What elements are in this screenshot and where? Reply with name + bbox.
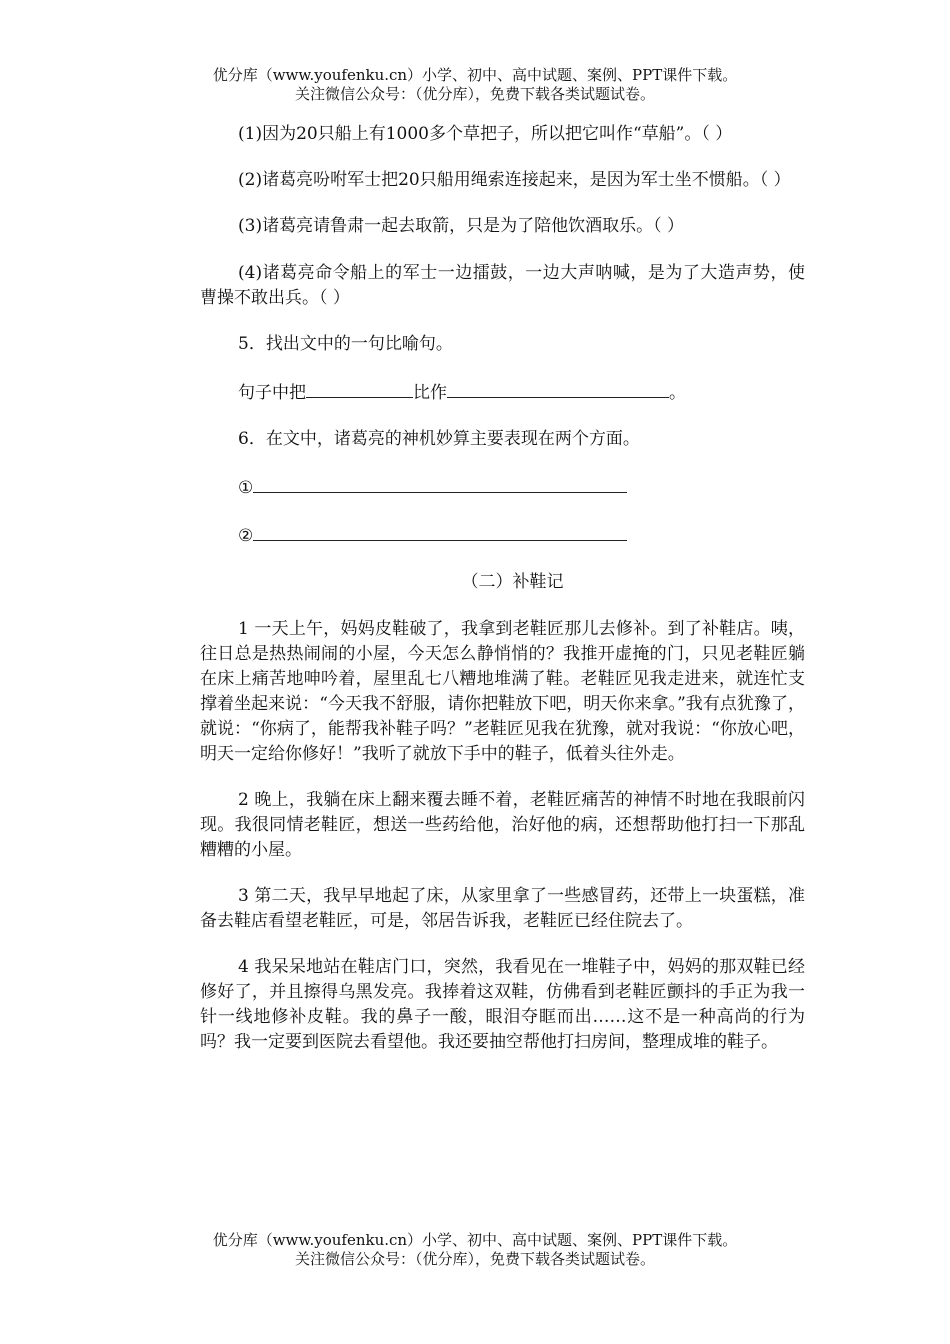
answer-marker-2: ②: [238, 526, 254, 546]
footer-line-1: 优分库（www.youfenku.cn）小学、初中、高中试题、案例、PPT课件下载。: [212, 1231, 738, 1249]
question-6: 6．在文中，诸葛亮的神机妙算主要表现在两个方面。: [238, 429, 640, 449]
answer-blank-1[interactable]: [253, 474, 627, 493]
page-footer: [0, 1231, 950, 1269]
answer-blank-2[interactable]: [253, 522, 627, 541]
main-content: [200, 122, 805, 1076]
fill-mid: 比作: [413, 383, 447, 403]
footer-line-2: 关注微信公众号：（优分库），免费下载各类试题试卷。: [294, 1250, 655, 1268]
header-line-1: 优分库（www.youfenku.cn）小学、初中、高中试题、案例、PPT课件下载。: [212, 66, 738, 84]
question-1-item-3: (3)诸葛亮请鲁肃一起去取箭，只是为了陪他饮酒取乐。（ ）: [238, 216, 684, 236]
page-header: [0, 66, 950, 104]
question-1-item-4: (4)诸葛亮命令船上的军士一边擂鼓，一边大声呐喊，是为了大造声势，使曹操不敢出兵。（ ）: [200, 263, 805, 308]
answer-marker-1: ①: [238, 478, 254, 498]
question-5-fill-line: [200, 379, 805, 406]
fill-prefix: 句子中把: [238, 383, 306, 403]
fill-blank-2[interactable]: [447, 379, 669, 398]
header-line-2: 关注微信公众号：（优分库），免费下载各类试题试卷。: [294, 85, 655, 103]
fill-blank-1[interactable]: [306, 379, 413, 398]
passage-paragraph-1: 1 一天上午，妈妈皮鞋破了，我拿到老鞋匠那儿去修补。到了补鞋店。咦，往日总是热热闹闹的小屋，今天怎么静悄悄的？我推开虚掩的门，只见老鞋匠躺在床上痛苦地呻吟着，屋里乱七八糟地堆满了鞋。老鞋匠见我走进来，就连忙支撑着坐起来说：“今天我不舒服，请你把鞋放下吧，明天你来拿。”我有点犹豫了，就说：“你病了，能帮我补鞋子吗？”老鞋匠见我在犹豫，就对我说：“你放心吧，明天一定给你修好！”我听了就放下手中的鞋子，低着头往外走。: [200, 619, 805, 764]
fill-end: 。: [669, 383, 686, 403]
passage-paragraph-3: 3 第二天，我早早地起了床，从家里拿了一些感冒药，还带上一块蛋糕，准备去鞋店看望老鞋匠，可是，邻居告诉我，老鞋匠已经住院去了。: [200, 886, 805, 931]
question-5: 5．找出文中的一句比喻句。: [238, 334, 453, 354]
section-title: （二）补鞋记: [461, 572, 564, 592]
question-1-item-2: (2)诸葛亮吩咐军士把20只船用绳索连接起来，是因为军士坐不惯船。（ ）: [238, 170, 791, 190]
question-6-answer-2: [200, 522, 805, 549]
passage-paragraph-4: 4 我呆呆地站在鞋店门口，突然，我看见在一堆鞋子中，妈妈的那双鞋已经修好了，并且擦得乌黑发亮。我捧着这双鞋，仿佛看到老鞋匠颤抖的手正为我一针一线地修补皮鞋。我的鼻子一酸，眼泪夺眶而出……这不是一种高尚的行为吗？我一定要到医院去看望他。我还要抽空帮他打扫房间，整理成堆的鞋子。: [200, 957, 805, 1052]
question-6-answer-1: [200, 474, 805, 501]
passage-paragraph-2: 2 晚上，我躺在床上翻来覆去睡不着，老鞋匠痛苦的神情不时地在我眼前闪现。我很同情老鞋匠，想送一些药给他，治好他的病，还想帮助他打扫一下那乱糟糟的小屋。: [200, 790, 805, 860]
question-1-item-1: (1)因为20只船上有1000多个草把子，所以把它叫作“草船”。（ ）: [238, 124, 733, 144]
